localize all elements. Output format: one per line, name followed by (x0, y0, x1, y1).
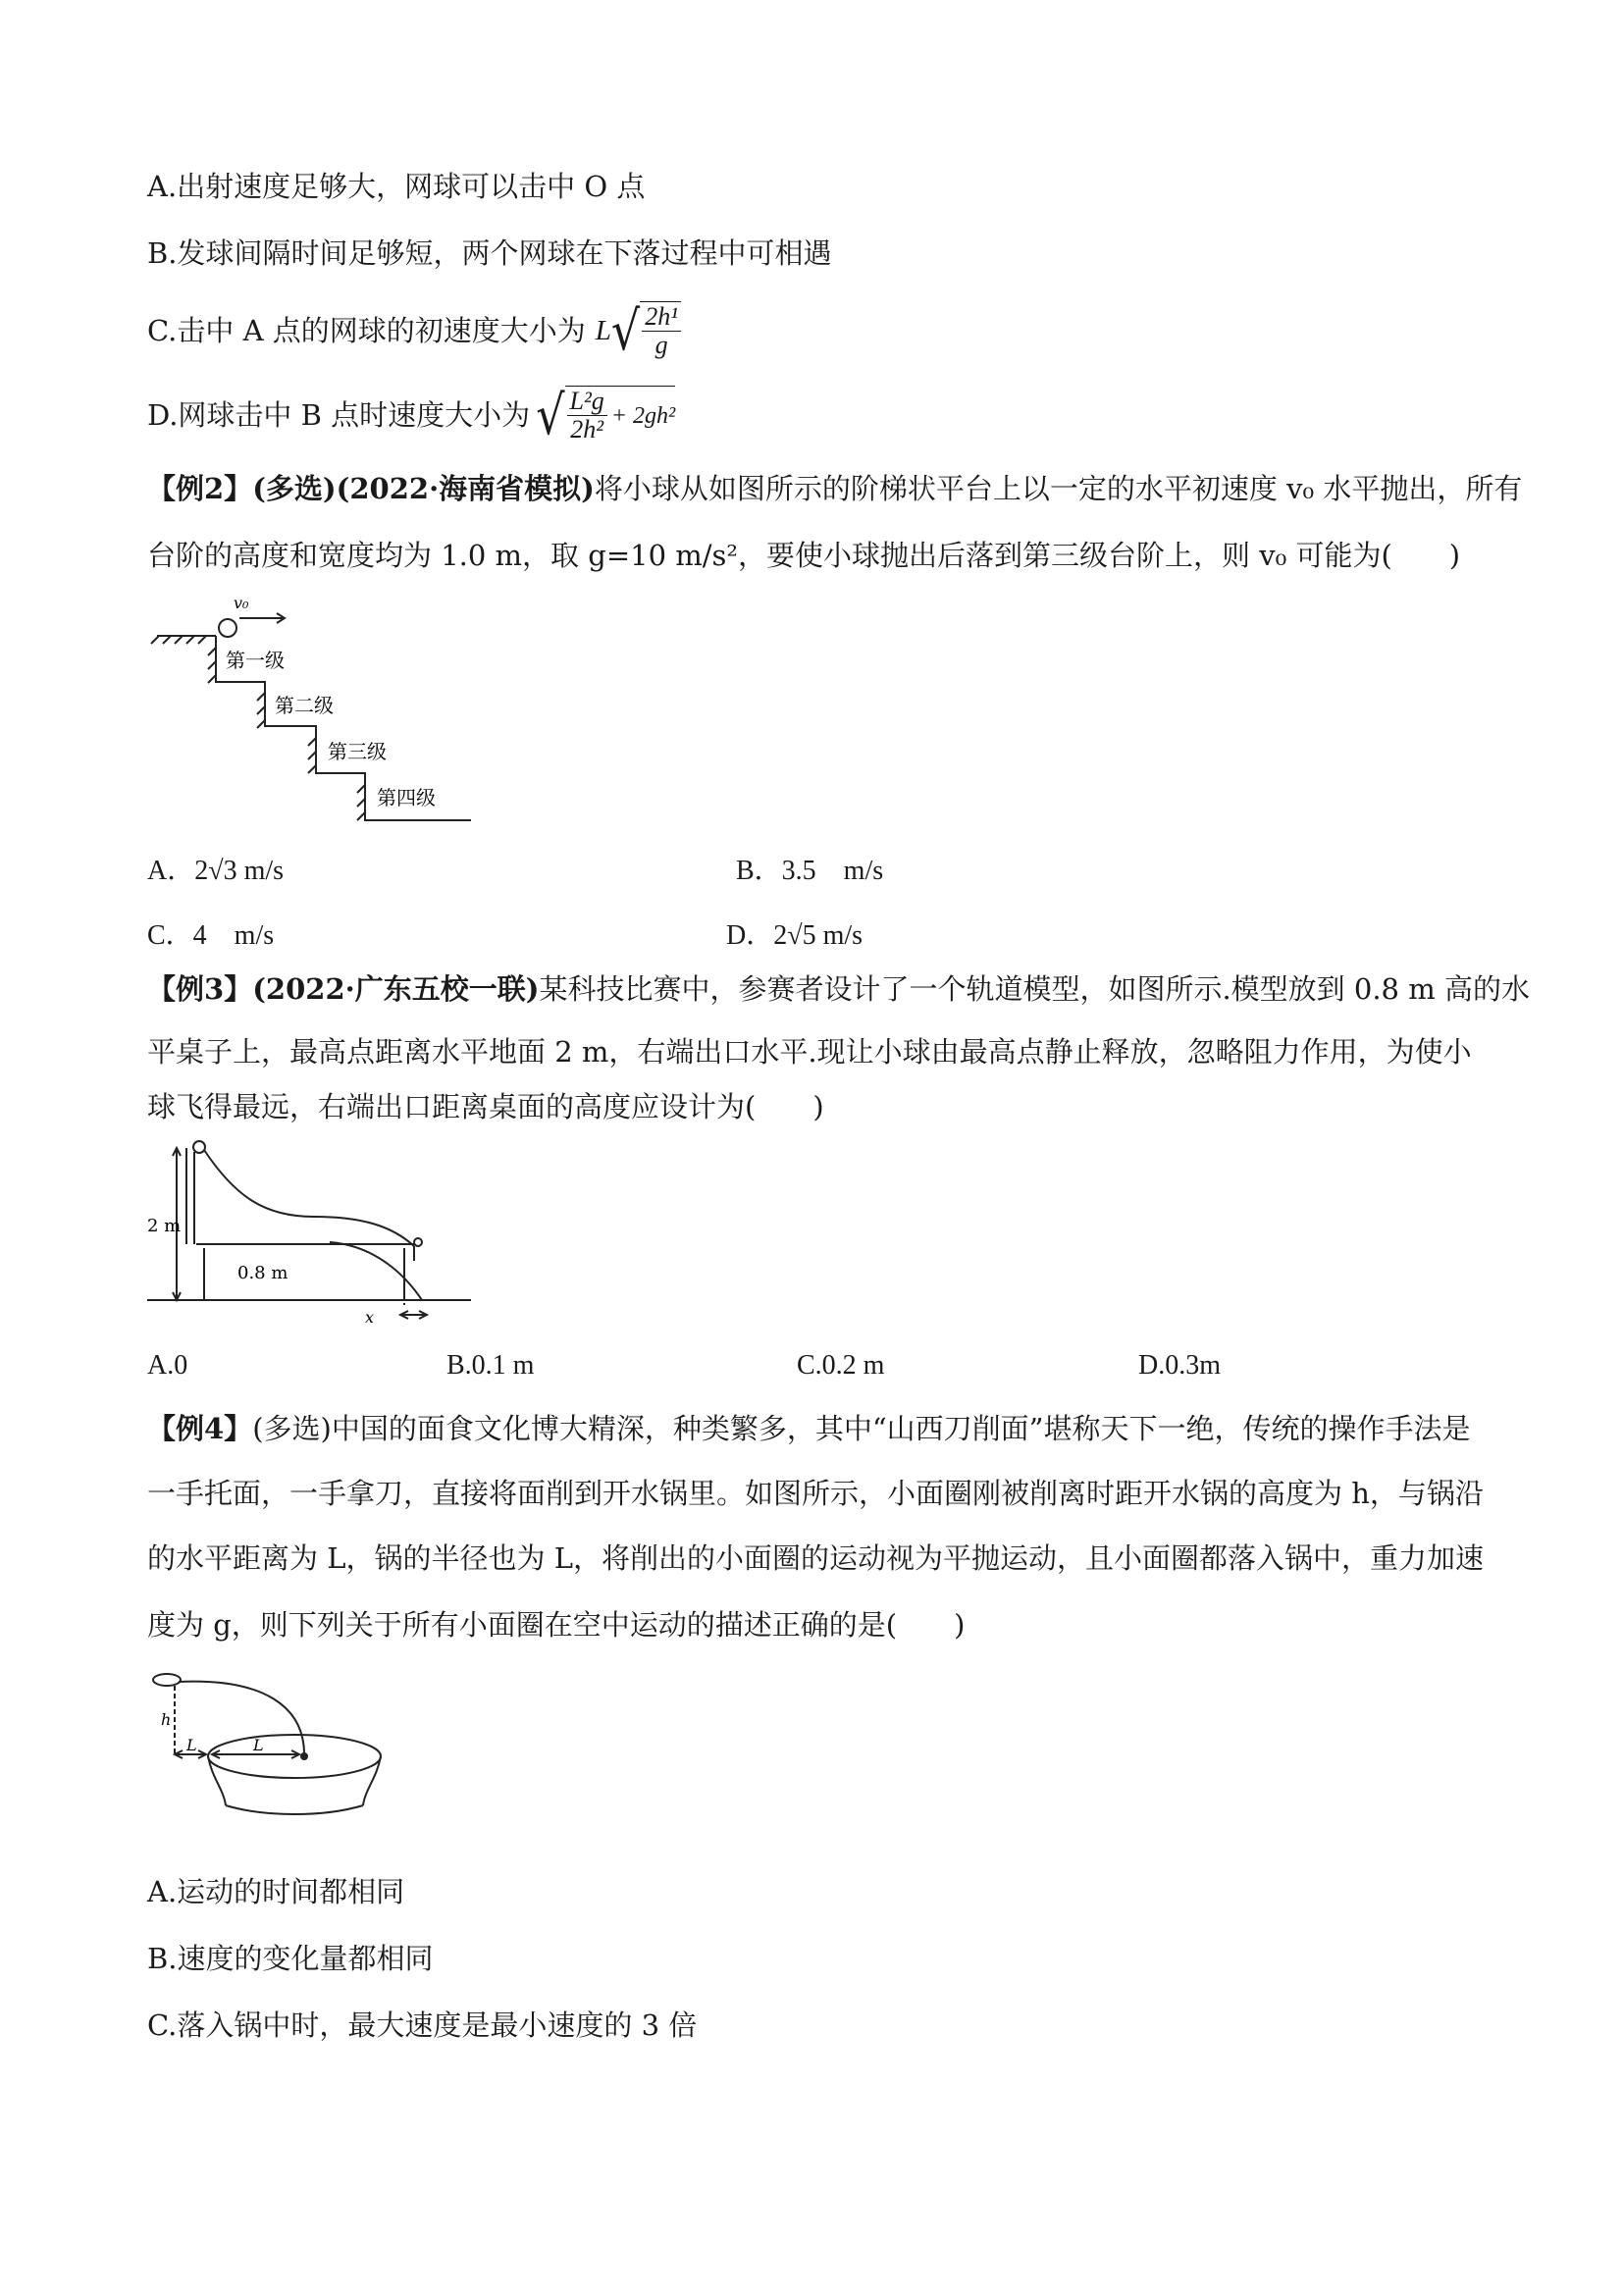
ex4-line4: 度为 g，则下列关于所有小面圈在空中运动的描述正确的是( ) (147, 1608, 966, 1642)
h-label: h (161, 1710, 172, 1729)
L1-label: L (186, 1736, 197, 1754)
ex3-option-a: A.0 (147, 1350, 188, 1381)
sqrt-symbol: √ (536, 383, 565, 447)
ex3-option-d: D.0.3m (1138, 1350, 1221, 1381)
ex3-line3: 球飞得最远，右端出口距离桌面的高度应设计为( ) (147, 1090, 824, 1123)
stair-figure (147, 589, 481, 824)
ex4-tag: 【例4】 (147, 1412, 253, 1445)
L2-label: L (253, 1736, 264, 1754)
ex2-option-c: C．4 m/s (147, 920, 275, 951)
ex3-line2: 平桌子上，最高点距离水平地面 2 m，右端出口水平.现让小球由最高点静止释放，忽略阻力作用，为使小 (147, 1035, 1472, 1069)
ex4-text1: (多选)中国的面食文化博大精深，种类繁多，其中“山西刀削面”堪称天下一绝，传统的操作手法是 (252, 1412, 1471, 1445)
ex4-option-a: A.运动的时间都相同 (147, 1875, 405, 1908)
ex3-line1 (147, 969, 1530, 1009)
step-3-label: 第三级 (328, 740, 387, 763)
ex3-source: (2022·广东五校一联) (252, 972, 540, 1006)
option-b-ex1: B.发球间隔时间足够短，两个网球在下落过程中可相遇 (147, 236, 832, 270)
ex3-option-c: C.0.2 m (797, 1350, 885, 1381)
step-4-label: 第四级 (377, 786, 436, 809)
option-d-tail: + 2gh² (610, 402, 676, 429)
fraction-c-den: g (654, 331, 668, 359)
fraction-d-den: 2h² (570, 415, 604, 444)
ex2-tag: 【例2】 (147, 472, 253, 505)
option-c-coef: L (595, 315, 611, 346)
option-d-ex1-text: D.网球击中 B 点时速度大小为 (147, 398, 531, 432)
height-2m-label: 2 m (147, 1216, 182, 1236)
ex3-text1: 某科技比赛中，参赛者设计了一个轨道模型，如图所示.模型放到 0.8 m 高的水 (539, 972, 1530, 1006)
option-c-ex1-text: C.击中 A 点的网球的初速度大小为 (147, 314, 586, 347)
ex4-line2: 一手托面，一手拿刀，直接将面削到开水锅里。如图所示，小面圈刚被削离时距开水锅的高度为 h，与锅沿 (147, 1477, 1484, 1510)
step-1-label: 第一级 (226, 649, 285, 672)
v0-label: v₀ (234, 594, 249, 612)
sqrt-expression-c (610, 298, 681, 363)
ex2-option-a: A．2√3 m/s (147, 856, 285, 886)
ex4-option-b: B.速度的变化量都相同 (147, 1942, 434, 1975)
step-2-label: 第二级 (275, 694, 334, 717)
ex2-line2: 台阶的高度和宽度均为 1.0 m，取 g=10 m/s²，要使小球抛出后落到第三级台阶上，则 v₀ 可能为( ) (147, 539, 1461, 572)
ex4-option-c: C.落入锅中时，最大速度是最小速度的 3 倍 (147, 2009, 698, 2042)
fraction-d (567, 388, 607, 444)
fraction-c (642, 303, 681, 359)
option-d-ex1 (147, 371, 675, 459)
option-c-ex1 (147, 287, 681, 375)
ex3-option-b: B.0.1 m (446, 1350, 535, 1381)
table-height-label: 0.8 m (237, 1263, 288, 1283)
ex3-tag: 【例3】 (147, 972, 253, 1006)
ex2-option-d: D．2√5 m/s (726, 920, 864, 951)
ex4-line1 (147, 1409, 1470, 1448)
option-a-ex1: A.出射速度足够大，网球可以击中 O 点 (147, 170, 646, 203)
track-figure (147, 1138, 481, 1325)
fraction-c-num: 2h¹ (642, 303, 681, 332)
ex2-option-b: B．3.5 m/s (736, 856, 884, 886)
sqrt-expression-d (536, 383, 676, 447)
ex2-text1: 将小球从如图所示的阶梯状平台上以一定的水平初速度 v₀ 水平抛出，所有 (594, 472, 1523, 505)
x-distance-label: x (365, 1308, 375, 1325)
fraction-d-num: L²g (567, 388, 607, 416)
ex4-line3: 的水平距离为 L，锅的半径也为 L，将削出的小面圈的运动视为平抛运动，且小面圈都落入锅中，重力加速 (147, 1541, 1484, 1575)
noodle-pot-figure (147, 1668, 402, 1815)
ex2-source: (多选)(2022·海南省模拟) (252, 472, 595, 505)
ex2-line1 (147, 469, 1522, 508)
sqrt-symbol: √ (610, 298, 641, 363)
